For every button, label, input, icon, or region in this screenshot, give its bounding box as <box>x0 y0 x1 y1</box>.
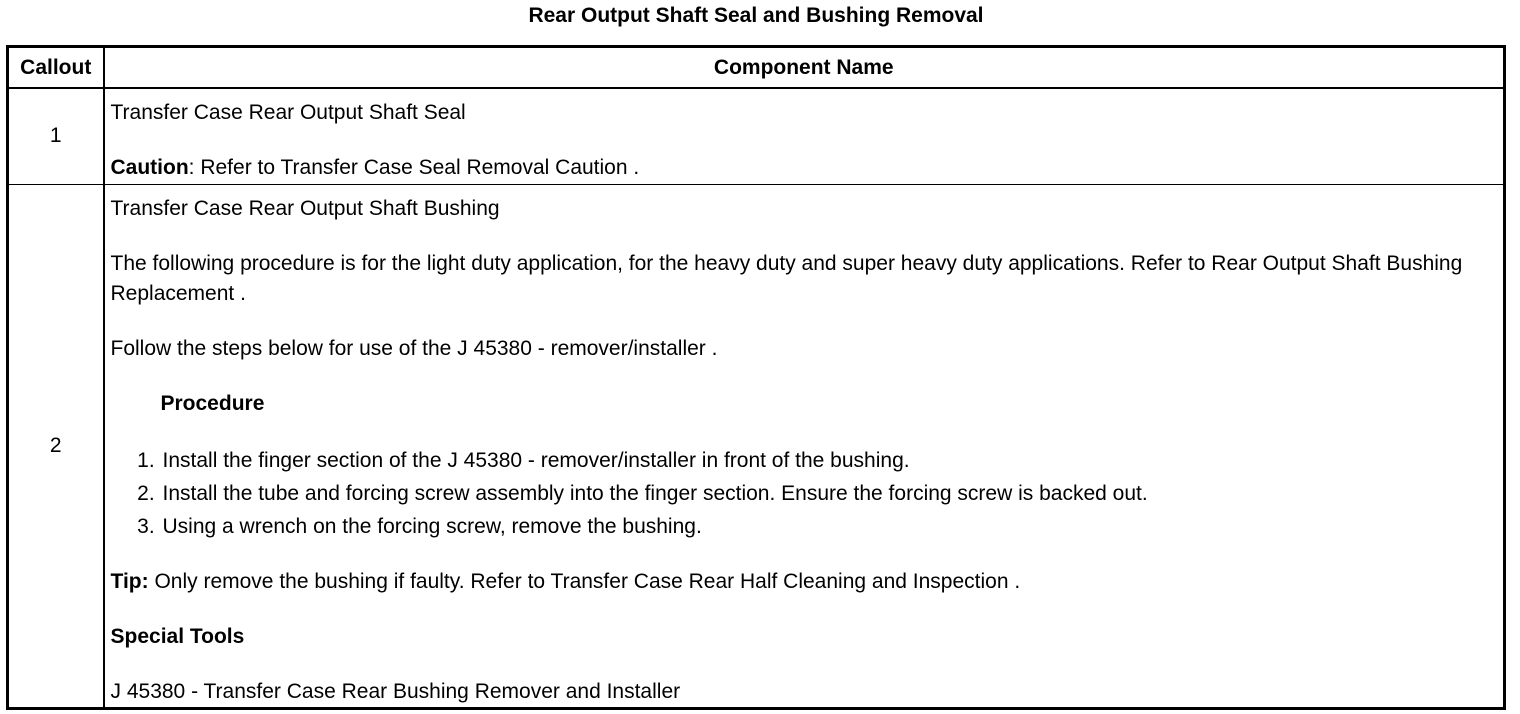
tool-instruction: Follow the steps below for use of the J 45380 - remover/installer . <box>110 336 718 360</box>
procedure-heading: Procedure <box>160 391 265 415</box>
procedure-steps <box>111 444 1504 543</box>
table-header-row <box>8 47 1505 89</box>
caution-label: Caution <box>110 156 189 179</box>
component-name: Transfer Case Rear Output Shaft Seal <box>110 101 466 124</box>
callout-number: 1 <box>8 88 104 184</box>
caution-colon: : <box>188 156 195 179</box>
callout-column-header: Callout <box>8 47 104 89</box>
table-row <box>8 88 1505 184</box>
callout-table <box>6 45 1506 710</box>
procedure-step: 3. Using a wrench on the forcing screw, remove the bushing. <box>161 510 1504 543</box>
tip-text: Only remove the bushing if faulty. Refer to Transfer Case Rear Half Cleaning and Inspection . <box>148 569 1021 593</box>
procedure-step: 2. Install the tube and forcing screw assembly into the finger section. Ensure the forcing screw is backed out. <box>161 477 1504 510</box>
application-note: The following procedure is for the light duty application, for the heavy duty and super heavy duty applications. Refer to Rear Output Shaft Bushing Replacement . <box>110 251 1463 305</box>
caution-note <box>111 153 1504 183</box>
component-cell <box>104 184 1505 708</box>
document-title: Rear Output Shaft Seal and Bushing Removal <box>528 4 984 27</box>
component-name-column-header: Component Name <box>104 47 1505 89</box>
callout-number: 2 <box>8 184 104 708</box>
tip-note <box>111 567 1504 597</box>
procedure-step: 1. Install the finger section of the J 45380 - remover/installer in front of the bushing. <box>161 444 1504 477</box>
caution-text: Refer to Transfer Case Seal Removal Caution . <box>194 156 640 179</box>
special-tools-heading: Special Tools <box>110 624 245 648</box>
special-tool-item: J 45380 - Transfer Case Rear Bushing Remover and Installer <box>110 679 681 703</box>
component-name: Transfer Case Rear Output Shaft Bushing <box>110 196 500 220</box>
component-cell <box>104 88 1505 184</box>
table-row <box>8 184 1505 708</box>
tip-label: Tip: <box>110 569 149 593</box>
